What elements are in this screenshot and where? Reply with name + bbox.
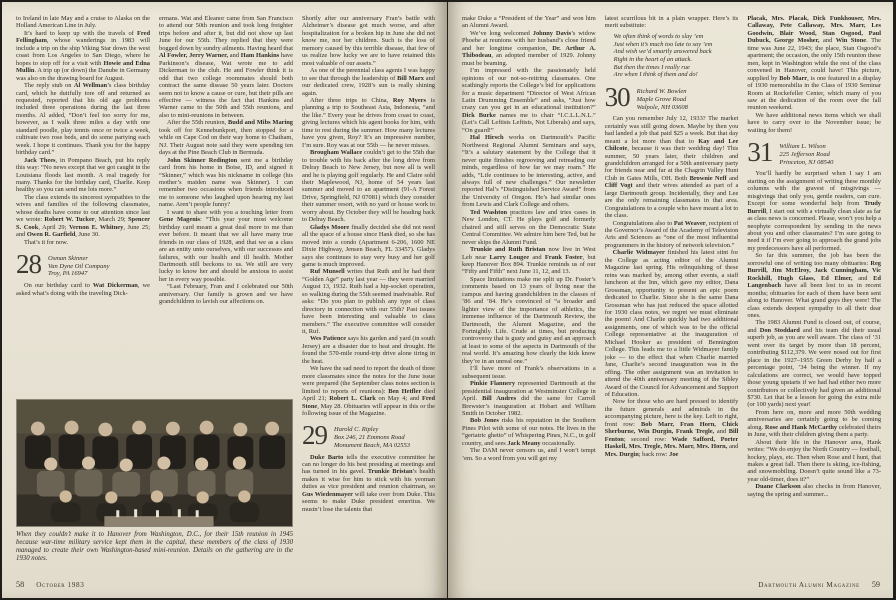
- reunion-photo: [16, 399, 293, 527]
- paragraph: Pinkie Flannery represented Dartmouth at the presidential inauguration at Westminster College in April. Bill Andres did the same for Carroll Brewster’s inauguration at Hobart and William Smith in October 1982.: [462, 380, 596, 418]
- paragraph: Ted Washton practices law and tries cases in New London, CT. He plays golf and formerly chaired and still serves on the Democratic State Central Committee. We admire him here Ted, but he never skips the Alumni Fund.: [462, 208, 596, 246]
- paragraph: After the 55th reunion, Budd and Mibs Maring took off for Kennebunkport, then stopped for a while on Cape Cod on their way home to Chatham, NJ. Their August note said they were spending ten days at the Pine Beach Club in Bermuda.: [159, 119, 293, 157]
- poem-line: And wish we’d smartly answered back: [613, 48, 712, 56]
- secretary-name: Richard W. Bowlen: [636, 88, 687, 96]
- paragraph: Duane Clarkson also checks in from Hanover, saying the spring and summer...: [747, 483, 882, 498]
- class-1931-heading: [747, 137, 881, 168]
- paragraph: Trunkie and Ruth Bristan now live in West Leb near Larry Lougee and Frank Foster, but keep Hanover Box 894. Trunkie reminds us of our “Fifty and Fifth” next June 11, 12, and 13.: [462, 246, 596, 276]
- secretary-address-line: Box 246, 21 Emmons Road: [334, 434, 405, 442]
- secretary-address-line: Walpole, NH 03608: [636, 103, 688, 111]
- paragraph: I’ll have more of Frank’s observations in a subsequent issue.: [462, 365, 596, 380]
- class-1928-notes-continued: [16, 282, 150, 297]
- paragraph: We have additional news items which we shall have to carry over to the November issue; be waiting for them!: [747, 111, 882, 134]
- column-3: [302, 15, 435, 567]
- paragraph: “Last February, Fran and I celebrated our 50th anniversary. Our family is grown and we have grandchildren to lavish our affections on.: [159, 283, 293, 306]
- paragraph: Brougham Wallace couldn’t get to the 55th due to trouble with his back after the long drive from Delray Beach to New Jersey, but now all is well and he is playing golf regularly. He and Claire sold their Maplewood, NJ, home of 54 years last summer and moved to an apartment (91-A Forest Drive, Springfield, NJ 07081) which they consider their summer resort, with no yard or house work to worry about. By October they will be heading back to Delray Beach.: [302, 149, 435, 224]
- poem-line: We often think of words to slay ’em: [613, 32, 704, 40]
- page-number: 58: [16, 580, 25, 589]
- page-footer: [462, 580, 880, 589]
- secretary-address-line: 225 Jefferson Road: [779, 150, 830, 158]
- paragraph: You’ll hardly be surprised when I say I am starting on the assignment of writing these monthly columns with the gravest of misgivings — misgivings that only you, gentle readers, can cure. Except for some wonderful help from Trudy Burrill, I start out with a virtually clean slate as far as class news is concerned. Please, won’t you help a neophyte correspondent by sending in the news about you and other classmates? I’m sure going to need it if I’m ever going to approach the grand jobs my predecessors have all performed.: [747, 170, 882, 252]
- footer-issue-date: October 1983: [36, 581, 85, 589]
- class-1930-notes: [605, 115, 739, 458]
- paragraph: On our birthday card to Wat Dickerman, we asked what’s doing with the traveling Dick-: [16, 282, 150, 297]
- class-1929-notes: [302, 454, 435, 514]
- secretary-name: Osman Skinner: [48, 255, 88, 263]
- class-1931-notes: [747, 170, 881, 498]
- paragraph: From here on, more and more 50th wedding anniversaries are certainly going to be coming along. Rose and Hank McCarthy celebrated theirs in June, with their children giving them a party.: [747, 408, 882, 439]
- paragraph: Duke Barto tells the executive committee he can no longer do his best presiding at meetings and has turned in his gavel. Trunkie Bristan’s health makes it wise for him to stick with his yeoman duties as vice president and reunion chairman, so Gus Wiedenmayer will take over from Duke. This seems to make Duke president emeritus. We mustn’t lose the talents that: [302, 453, 435, 513]
- paragraph: The DAM never censors us, and I won’t tempt ’em. So a word from you will get my: [462, 447, 596, 462]
- secretary-address-line: Troy, PA 16947: [48, 270, 88, 278]
- paragraph: I’m impressed with the passionately held opinions of our not-so-retiring classmates. One scathingly reports the College’s bid for applications for a music department “Director of West African Latin Drumming Ensemble” and asks, “Just how crazy can you get in an educational institution?” Dick Burke names me to chair “I.C.L.L.N.L.” (Let’s Call Leftists Leftists, Not Liberals) and says, “On guard!”: [462, 67, 596, 134]
- paragraph: make Duke a “President of the Year” and won him an Alumni Award.: [462, 15, 596, 30]
- page-58-columns: [16, 15, 435, 567]
- paragraph: The reply stub on Al Wellman’s class birthday card, which he dutifully tore off and returned as requested, reported that his old age problems included three operations during the last three months. Al added, “Don’t feel too sorry for me, however, as I walk three miles a day with one standard poodle, play tennis once or twice a week, cultivate two rose beds, and do some partying each week. I hope it continues. Thank you for the happy birthday card.”: [16, 82, 150, 157]
- paragraph: Can you remember July 12, 1933? The market certainly was still going down. Maybe by then you had landed a job that paid $25 a week. But that day meant a lot more than that to Kay and Lee Chilcote, because it was their wedding day! This summer, 50 years later, their children and grandchildren arranged for a 50th anniversary party for friends near and far at the Chagrin Valley Hunt Club in Gates Mills, OH. Both Brownie Neff and Cliff Vogt and their wives attended as part of a large Dartmouth group. Incidentally, they and Lee are the only remaining classmates in that area. Congratulations to a couple who have meant a lot to the class.: [604, 115, 739, 220]
- class-1929-heading: [302, 420, 435, 451]
- paragraph: latest scurrilous bit in a plain wrapper. Here’s its merit substitute:: [604, 15, 739, 30]
- column-1: [462, 15, 596, 567]
- page-58: [2, 2, 447, 598]
- paragraph: I want to share with you a touching letter from Gene Magenis: “This year your most welcome birthday card meant a great deal more to me than ever before. It meant that we all have many true friends in our class of 1928, and that we as a class are an entity unto ourselves, with our successes and failures, with our health and ill health. Mother Dartmouth still beckons to us. We still are very lucky to know her and should be anxious to assist her in every way possible.: [159, 208, 293, 283]
- secretary-address-line: Princeton, NJ 08540: [779, 158, 834, 166]
- paragraph: Gladys Moore finally decided she did not need all the space of a house since Hank died, so she has moved into a condo (Apartment 6-206, 1600 NE Dixie Highway, Jensen Beach, FL 33457). Gladys says she continues to stay very busy and her golf game is much improved.: [302, 223, 435, 268]
- secretary-address: [48, 253, 110, 278]
- class-1930-notes-continued: [747, 15, 881, 134]
- paragraph: John Skinner Redington sent me a birthday card from his home in Boise, ID, and signed it “Skinner,” which was his nickname in college (his mother’s maiden name was Skinner). I can remember two occasions when friends introduced me to someone who laughed upon hearing my last name. Aren’t people funny?: [159, 156, 293, 209]
- paragraph: Hal Hirsch works on Dartmouth’s Pacific Northwest Regional Alumni Seminars and says, “It’s a salutary statement by the College that it never quite finishes regrooving and retreading our minds, regardless of how far we may roam.” He adds, “Life continues to be interesting, active, and always full of new challenges.” Our newsletter reported Hal’s “Distinguished Service Award” from the University of Oregon. He’s had similar ones from Lewis and Clark College and others.: [462, 134, 596, 209]
- page-59: [448, 2, 893, 598]
- class-year-number: 29: [302, 420, 327, 451]
- paragraph: We’ve long welcomed Johnny Davis’s widow Phoebe at reunions with her husband’s close friend and her longtime companion, Dr. Arthur A. Thibodeau, an adopted member of 1929. Johnny must be beaming.: [462, 29, 596, 67]
- paragraph: Congratulations also to Pat Weaver, recipient of the Governor’s Award of the Academy of Television Arts and Sciences as “one of the most influential programmers in the history of network television.”: [604, 219, 739, 249]
- class-year-number: 30: [604, 82, 630, 113]
- secretary-address-line: Maple Grove Road: [636, 95, 687, 103]
- paragraph: As one of the perennial class agents I was happy to see that through the leadership of Bill Marx and our dedicated crew, 1928’s sun is really shining again.: [302, 67, 435, 97]
- poem-line: But then the times I really rue: [613, 63, 690, 71]
- poem-line: Are when I think of them and do!: [613, 71, 698, 79]
- photo-block: [16, 392, 293, 564]
- paragraph: Placak, Mrs. Placak, Dick Funkhouser, Mrs. Callaway, Pete Callaway, Mrs. Marr, Les Goodwin, Blair Wood, Stan Osgood, Paul Dubuck, George Mosher, and Win Stone. The time was June 22, 1943; the place, Stan Osgood’s apartment; the occasion, the only 15th reunion these men, kept in Washington while the rest of the class convened in Hanover, could have! This picture, supplied by Bob Marr, is one featured in a display of 1930 memorabilia in the Class of 1930 Seminar Room at Rockefeller Center, which many of you saw at the dedication of the room over the fall reunion weekend.: [747, 15, 882, 112]
- paragraph: Space limitations make me split up Dr. Foster’s comments based on 13 years of living near the campus and having grandchildren in the classes of ’86 and ’84. He’s convinced of “a broader and lighter view of the importance of athletics, the immense influence of the Dartmouth Review, the Dartmouth, the Alumni Magazine, and the Fortnightly. Life. Crude at times, but producing controversy that is gusty and gutsy and an approach at least to some of the aspects in Dartmouth of the real world. It’s amazing how clearly the kids know they’re in an unreal one.”: [462, 275, 596, 365]
- paragraph: ermans. Wat and Eleanor came from San Francisco to attend our 50th reunion and took long freighter trips before and after it, but did not show up last June for our 55th. They replied that they were bogged down by sundry ailments. Having heard that Al Fowler, Jerry Warner, and Ham Hankins have Parkinson’s disease, Wat wrote me to add Dickerman to the club. He and Fowler think it is odd that two college roommates should both contract the same disease 50 years later. Doctors seem not to know a cause or cure, but their pills are effective — witness the fact that Hankins and Warner came to the 50th and 55th reunions, and also to mini-reunions in between.: [159, 15, 293, 119]
- class-year-number: 28: [16, 249, 41, 280]
- secretary-name: Harold C. Ripley: [334, 426, 379, 434]
- footer-magazine-title: Dartmouth Alumni Magazine: [758, 581, 860, 589]
- class-1929-notes-continued: [605, 15, 739, 30]
- paragraph: Wes Patience says his garden and yard (in south Jersey) are a disaster due to heat and drought. He found the 570-mile round-trip drive alone tiring in the heat.: [302, 335, 435, 365]
- column-2: [605, 15, 739, 567]
- paragraph: The 1983 Alumni Fund is closed out, of course, and Don Stoddard and his team did their usual superb job, as you are well aware. The class of ’31 went over its target by more than 18 percent, contributing $112,379. We were nosed out for first place in the 1927–1955 Green Derby by half a percentage point, ’34 being the winner. If my calculations are correct, we would have topped those young upstarts if we had had either two more contributors or collectively had given an additional $730. Let that be a lesson for going the extra mile (or 100 yards) next year!: [747, 319, 882, 409]
- paragraph: Charlie Widmayer finished his latest stint for the College as acting editor of the Alumni Magazine last spring. His relinquishing of these reins was marked by, among other events, a staff luncheon at the Inn, which gave my editor, Dana Grossman, opportunity to present an epic poem dedicated to Charlie. Since she is the same Dana Grossman who has just reduced the space allotted for 1930 class notes, we regret we must eliminate the poem! And Charlie quickly had two additional assignments, one of which was to be the official College representative at the inauguration of Michael Hooker as president of Bennington College. This leads me to a little Widmayer family joke — to the effect that when Charlie married Jane, Charlie’s second inauguration was in the offing. The other assignment was an invitation to attend the 40th anniversary meeting of the Sibley Award of the Council for Advancement and Support of Education.: [604, 249, 739, 398]
- paragraph: Jack Thees, in Pompano Beach, put his reply this way: “No news except that we got caught in the Louisiana floods last month. A real tragedy for many. Thanks for the birthday card, Charlie. Keep healthy so you can send me lots more.”: [16, 156, 150, 194]
- page-footer: [16, 580, 434, 589]
- paragraph: The class extends its sincerest sympathies to the wives and families of the following classmates, whose deaths have come to our attention since last we wrote: Robert W. Tucker, March 29; Spencer S. Cook, April 29; Vernon E. Whitney, June 25; and Owen R. Garfield, June 30.: [16, 193, 150, 239]
- class-1929-notes: [462, 15, 596, 462]
- left-two-column-area: [16, 15, 293, 567]
- paragraph: Ruf Munsell writes that Ruth and he had their “Golden Age” party last year — they were married August 13, 1932. Ruth had a hip-socket operation, so walking during the 55th seemed inadvisable. Ruf asks: “Do you plan to publish any type of class directory in connection with our 55th? Past issues have been interesting and valuable to class members.” The executive committee will consider it, Ruf.: [302, 268, 435, 336]
- secretary-address: [637, 86, 688, 111]
- column-2: [159, 15, 293, 392]
- page-number: 59: [871, 580, 880, 589]
- class-1928-notes: [302, 15, 435, 417]
- class-1928-notes: [16, 15, 150, 246]
- paragraph: Bob Jones risks his reputation in the Southern Pines Pilot with some of our notes. He lives in the “geriatric ghetto” of Whispering Pines, N.C., in golf country, and sees Jack Meany occasionally.: [462, 417, 596, 447]
- paragraph: About their life in the Hanover area, Hank writes: “We do enjoy the North Country — football, hockey, plays, etc. Then when Rose and I hunt, that makes a great fall. Then there is skiing, ice-fishing, and snowmobiling. Doesn’t quite sound like a 73-year old-timer, does it?”: [747, 438, 882, 483]
- class-1930-heading: [604, 82, 739, 113]
- poem-line: Just when it’s much too late to say ’em: [613, 40, 713, 48]
- poem-line: Right in the heart of an attack.: [613, 56, 692, 64]
- secretary-address: [334, 424, 410, 449]
- paragraph: Shortly after our anniversary Fran’s battle with Alzheimer’s disease got much worse, and after hospitalization for a broken hip in June she did not know me, nor her children. Such is the loss of memory caused by this terrible disease, that few of us realize how lucky we are to have retained this most valuable of our assets.”: [302, 15, 435, 67]
- paragraph: Now for those who are hard pressed to identify the future generals and admirals in the accompanying picture, here is the key. Left to right, front row: Bob Marr, Fran Horn, Chick Sherburne, Win Durgin, Frank Tregle, and Bill Fenton; second row: Wade Safford, Porter Haskell, Mrs. Tregle, Mrs. Marr, Mrs. Horn, and Mrs. Durgin; back row: Joe: [604, 398, 739, 458]
- class-1928-notes: [159, 15, 293, 306]
- class-year-number: 31: [747, 137, 773, 168]
- secretary-address-line: Van Dyne Oil Company: [48, 262, 110, 270]
- class-1929-poem: [614, 33, 739, 79]
- paragraph: It’s hard to keep up with the travels of Fred Fellingham, whose wanderings in 1983 will include a trip on the ship Viking Star down the west coast from Los Angeles to San Diego, where he hopes to stop off for a visit with Howie and Edna Mullin. A trip up (or down) the Danube in Germany was also on the drawing board for August.: [16, 29, 150, 82]
- paragraph: We have the sad need to report the death of three more classmates since the notes for the June issue were prepared (the September class notes section is limited to reports of reunions): Ben Hetfler died April 21; Robert L. Clark on May 4; and Fred Stone, May 28. Obituaries will appear in this or the following issue of the Magazine.: [302, 365, 435, 418]
- paragraph: After three trips to China, Roy Myers is planning a trip to Southeast Asia, Indonesia, “and the like.” Every year he drives from coast to coast, giving lectures which his agent books for him, with time to rest during the summer. How many lectures have you given, Roy? It’s an impressive number, I’m sure. Roy was at our 55th — he never misses.: [302, 96, 435, 149]
- photo-caption: When they couldn’t make it to Hanover from Washington, D.C., for their 15th reunion in 1945 because war-time military service kept them in the capital, these members of the class of 1930 managed to create their own Washington-based mini-reunion. Details on the gathering are in the 1930 notes.: [16, 531, 293, 563]
- secretary-address-line: Monument Beach, MA 02553: [334, 441, 411, 449]
- left-text-row: [16, 15, 293, 392]
- paragraph: So far this summer, the job has been the sorrowful one of writing too many obituaries: Reg Burrill, Jim McElroy, Jack Cunningham, Vic Rockhill, Hugh Glass, Ed Elmer, and Ed Langenbach have all been lost to us in recent months; obituaries for each of them have been sent along to Hanover. What grand guys they were! The class extends deepest sympathy to all their dear ones.: [747, 252, 882, 319]
- paragraph: That’s it for now.: [24, 238, 68, 246]
- column-1: [16, 15, 150, 392]
- column-3: [747, 15, 881, 567]
- secretary-address: [779, 141, 833, 166]
- page-59-columns: [462, 15, 881, 567]
- class-1928-heading: [16, 249, 150, 280]
- paragraph: to Ireland in late May and a cruise to Alaska on the Holland American Line in July.: [16, 15, 150, 30]
- secretary-name: William L. Wilson: [779, 143, 826, 151]
